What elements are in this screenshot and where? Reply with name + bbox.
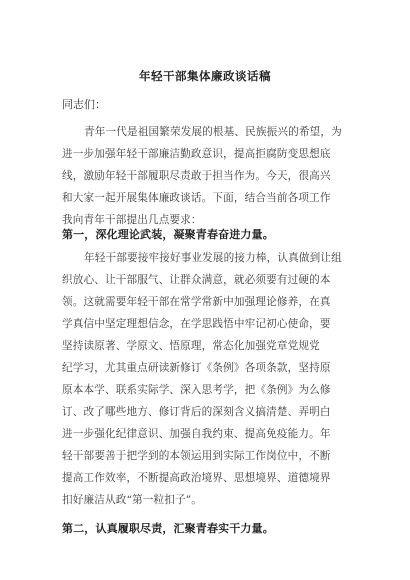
paragraph-line: 线，激励年轻干部履职尽责敢于担当作为。今天，很高兴 (62, 170, 331, 182)
paragraph-line: 坚持读原著、学原文、悟原理，常态化加强党章党规党 (62, 340, 320, 352)
document-title: 年轻干部集体廉政谈话稿 (139, 69, 271, 83)
paragraph-line: 学真信中坚定理想信念，在学思践悟中牢记初心使命，要 (62, 318, 331, 330)
paragraph-line: 织放心、让干部服气、让群众满意，就必须要有过硬的本 (62, 274, 331, 286)
section-heading-1: 第一，深化理论武装，凝聚青春奋进力量。 (62, 228, 274, 241)
paragraph-line: 提高工作效率，不断提高政治境界、思想境界、道德境界 (62, 472, 331, 484)
salutation: 同志们： (62, 98, 106, 111)
paragraph-line: 轻干部要善于把学到的本领运用到实际工作岗位中，不断 (62, 450, 331, 462)
paragraph-line: 和大家一起开展集体廉政谈话。下面，结合当前各项工作 (62, 192, 331, 204)
paragraph-line: 进一步加强年轻干部廉洁勤政意识，提高拒腐防变思想底 (62, 148, 331, 160)
paragraph-line: 扣好廉洁从政“第一粒扣子”。 (62, 494, 203, 506)
paragraph-line: 我向青年干部提出几点要求： (62, 214, 202, 226)
paragraph-line: 纪学习，尤其重点研读新修订《条例》各项条款，坚持原 (62, 362, 331, 374)
paragraph-line: 原本本学、联系实际学、深入思考学，把《条例》为么修 (62, 384, 331, 396)
section-heading-2: 第二，认真履职尽责，汇聚青春实干力量。 (62, 522, 274, 535)
paragraph-line: 青年一代是祖国繁荣发展的根基、民族振兴的希望，为 (84, 126, 342, 138)
paragraph-line: 领。这就需要年轻干部在常学常新中加强理论修养，在真 (62, 296, 331, 308)
paragraph-line: 年轻干部要接牢接好事业发展的接力棒，认真做到让组 (84, 252, 342, 264)
paragraph-line: 进一步强化纪律意识、加强自我约束、提高免疫能力。年 (62, 428, 331, 440)
paragraph-line: 订、改了哪些地方、修订背后的深刻含义搞清楚、弄明白 (62, 406, 331, 418)
